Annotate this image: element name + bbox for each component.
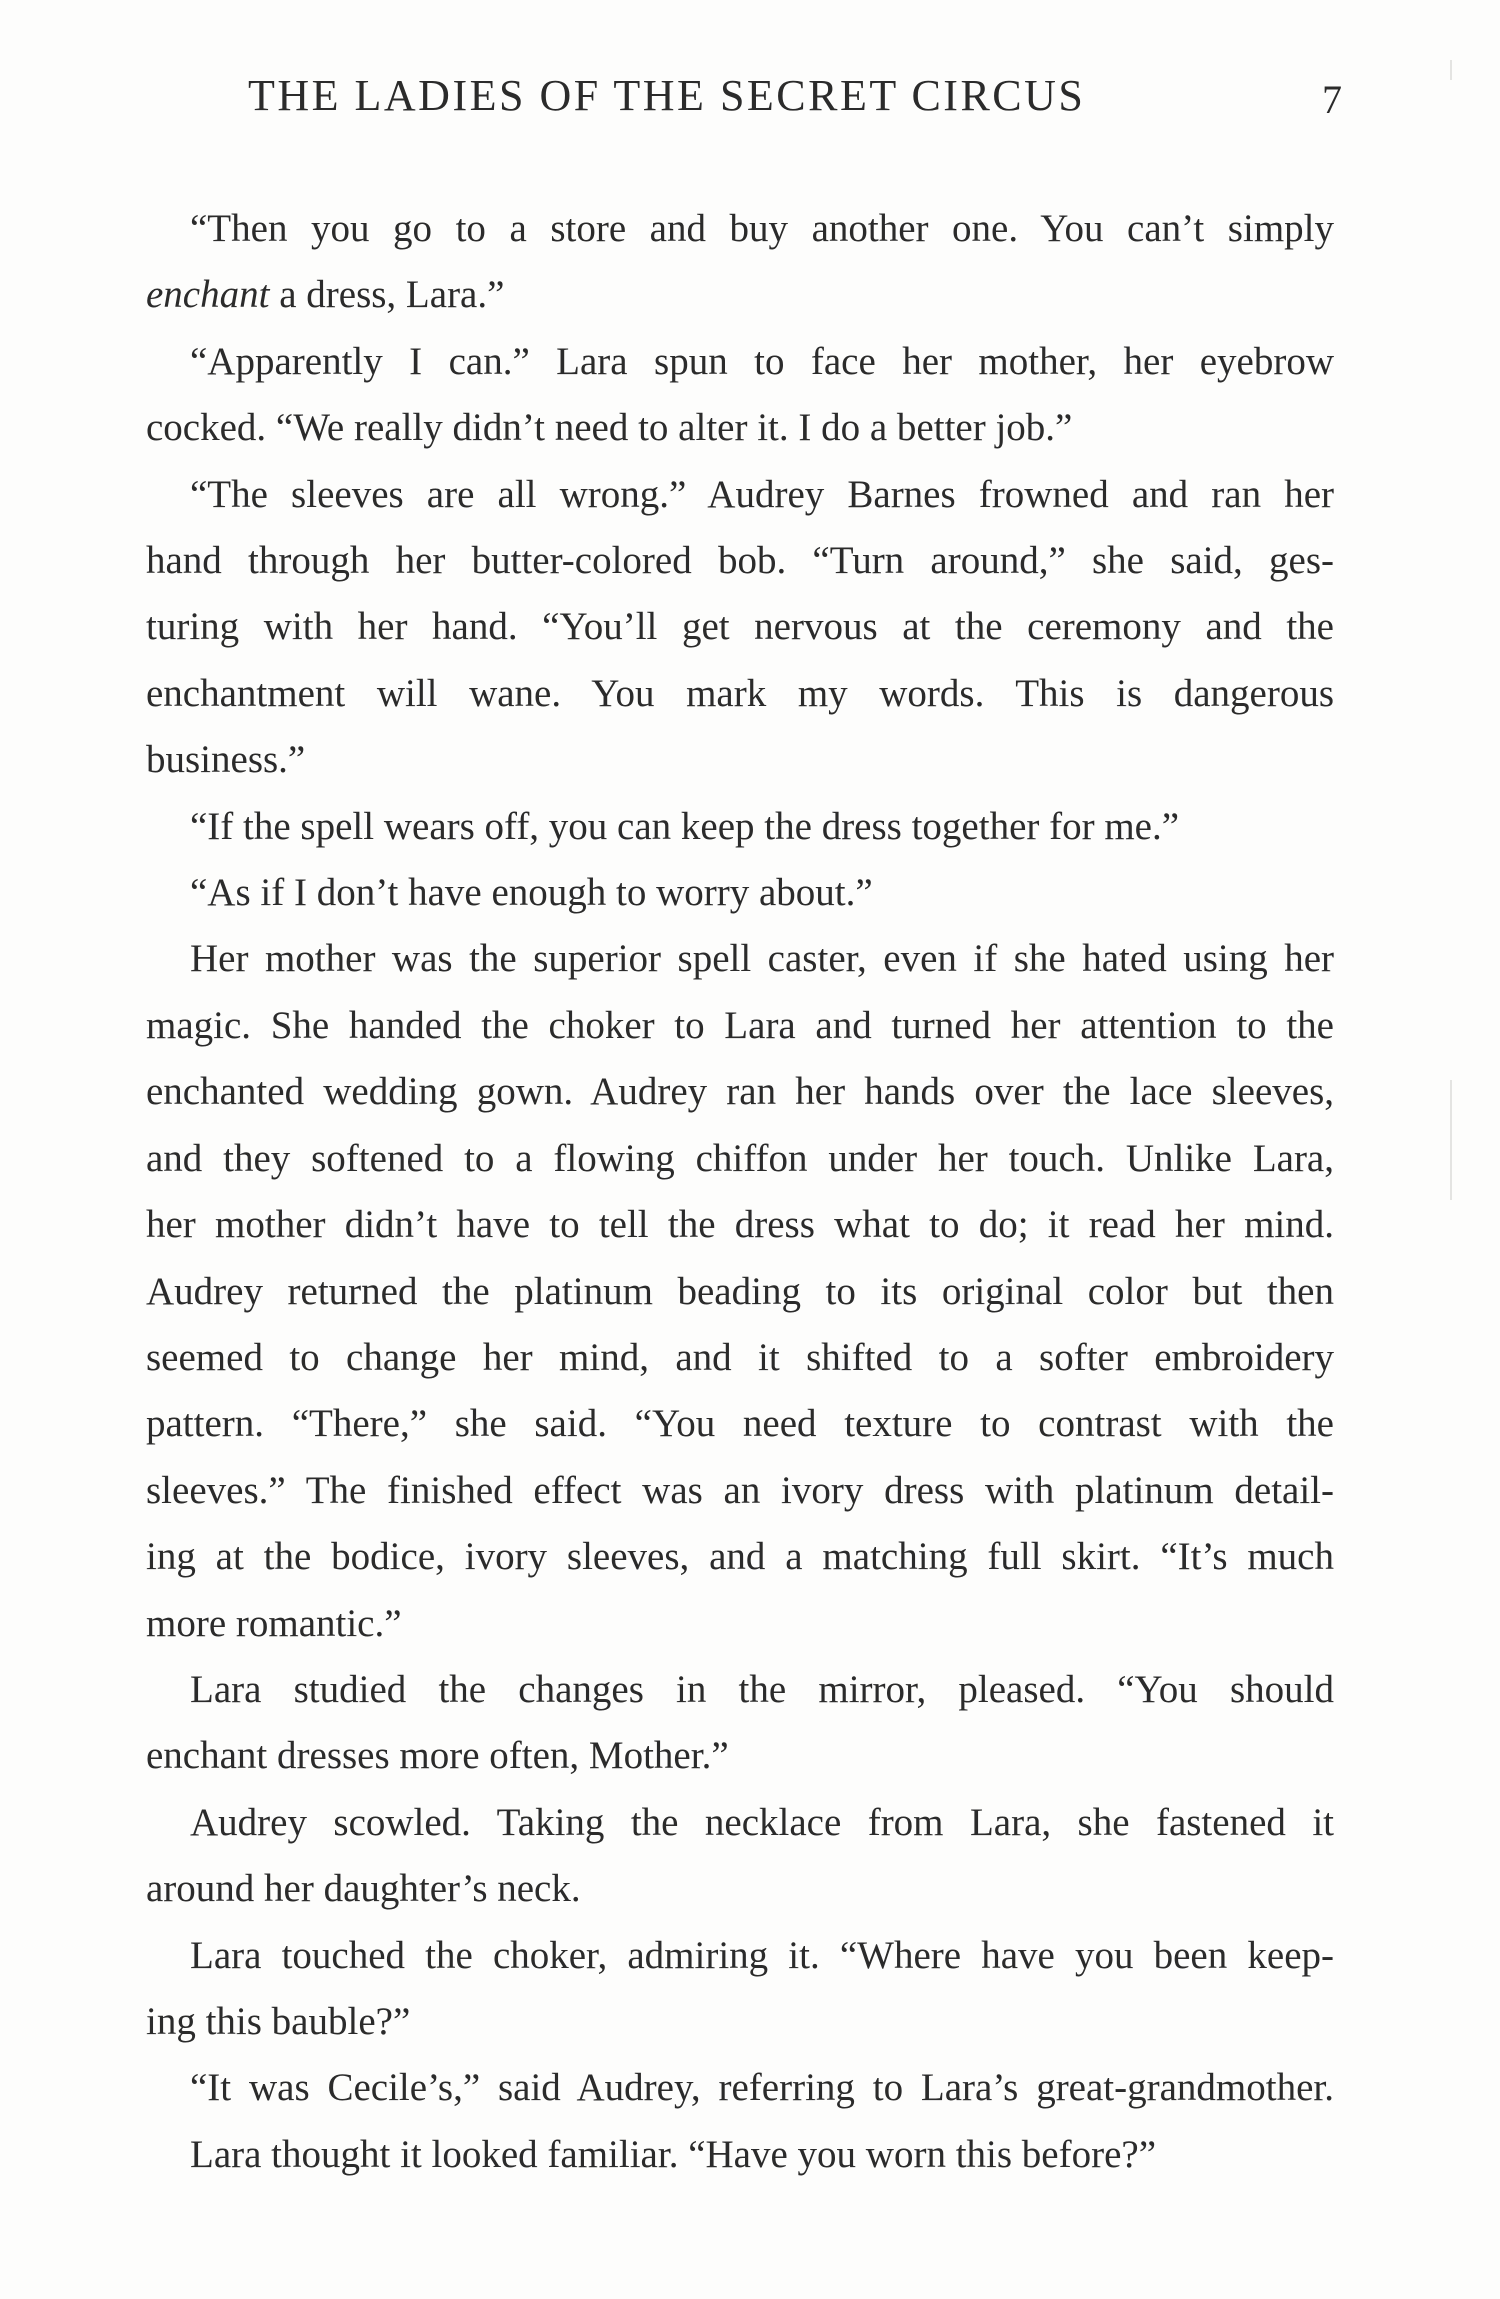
- paragraph: [102, 1790, 1334, 1923]
- text-line: Lara studied the changes in the mirror, pleased. “You should: [190, 1667, 1334, 1711]
- paragraph: [102, 2055, 1334, 2121]
- paragraph: [102, 860, 1334, 926]
- text-line: business.”: [146, 738, 306, 782]
- text-line: enchantment will wane. You mark my words. This is dangerous: [146, 671, 1334, 715]
- text-line: pattern. “There,” she said. “You need texture to contrast with the: [146, 1402, 1334, 1446]
- paragraph: [102, 196, 1334, 329]
- page-edge-mark: [1450, 1080, 1452, 1200]
- paragraph: [102, 2122, 1334, 2188]
- text-line: “The sleeves are all wrong.” Audrey Barnes frowned and ran her: [190, 472, 1334, 516]
- text-line: Lara touched the choker, admiring it. “Where have you been keep-: [190, 1933, 1334, 1977]
- text-line: turing with her hand. “You’ll get nervous at the ceremony and the: [146, 605, 1334, 649]
- text-line: “It was Cecile’s,” said Audrey, referring to Lara’s great-grandmother.: [190, 2066, 1334, 2110]
- page-number: 7: [1322, 77, 1342, 122]
- running-head-title: THE LADIES OF THE SECRET CIRCUS: [248, 71, 1086, 120]
- page-edge-mark: [1450, 60, 1452, 80]
- text-line: around her daughter’s neck.: [146, 1867, 581, 1911]
- text-line: sleeves.” The finished effect was an ivory dress with platinum detail-: [146, 1468, 1334, 1512]
- text-line-rest: a dress, Lara.”: [279, 273, 505, 317]
- body-text: [102, 196, 1334, 2188]
- text-line: [102, 262, 1334, 328]
- paragraph: [102, 329, 1334, 462]
- text-line: her mother didn’t have to tell the dress what to do; it read her mind.: [146, 1203, 1334, 1247]
- text-line: seemed to change her mind, and it shifted to a softer embroidery: [146, 1335, 1334, 1379]
- paragraph: [102, 462, 1334, 794]
- paragraph: [102, 794, 1334, 860]
- text-line: hand through her butter-colored bob. “Turn around,” she said, ges-: [146, 539, 1334, 583]
- paragraph: [102, 926, 1334, 1656]
- text-line: ing at the bodice, ivory sleeves, and a matching full skirt. “It’s much: [146, 1535, 1334, 1579]
- text-line: magic. She handed the choker to Lara and turned her attention to the: [146, 1003, 1334, 1047]
- running-head: [102, 66, 1342, 126]
- text-line: ing this bauble?”: [146, 1999, 411, 2043]
- paragraph: [102, 1657, 1334, 1790]
- text-line: and they softened to a flowing chiffon under her touch. Unlike Lara,: [146, 1136, 1334, 1180]
- text-line: “As if I don’t have enough to worry about.”: [190, 871, 873, 915]
- text-line: “Apparently I can.” Lara spun to face her mother, her eyebrow: [190, 339, 1334, 383]
- text-line: “If the spell wears off, you can keep the dress together for me.”: [190, 804, 1180, 848]
- text-line: enchant dresses more often, Mother.”: [146, 1734, 729, 1778]
- text-line: more romantic.”: [146, 1601, 402, 1645]
- italic-word: enchant: [146, 273, 270, 317]
- text-line: Audrey returned the platinum beading to its original color but then: [146, 1269, 1334, 1313]
- text-line: Lara thought it looked familiar. “Have you worn this before?”: [190, 2132, 1157, 2176]
- text-line: Her mother was the superior spell caster, even if she hated using her: [190, 937, 1334, 981]
- text-line: Audrey scowled. Taking the necklace from Lara, she fastened it: [190, 1800, 1334, 1844]
- text-line: “Then you go to a store and buy another one. You can’t simply: [190, 207, 1334, 250]
- text-line: enchanted wedding gown. Audrey ran her hands over the lace sleeves,: [146, 1070, 1334, 1114]
- paragraph: [102, 1923, 1334, 2056]
- text-line: cocked. “We really didn’t need to alter it. I do a better job.”: [146, 406, 1073, 450]
